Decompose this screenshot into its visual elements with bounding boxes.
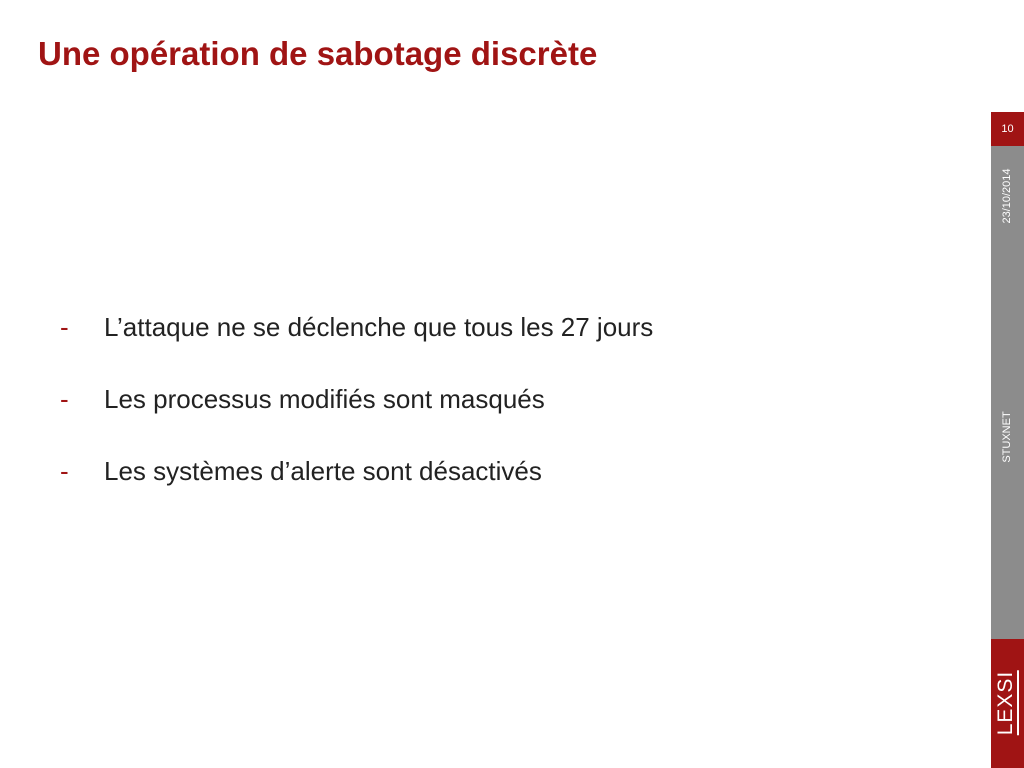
- bullet-text: L’attaque ne se déclenche que tous les 27 jours: [104, 312, 654, 342]
- side-bar: [991, 112, 1024, 768]
- page-number: 10: [991, 112, 1024, 146]
- date-label: 23/10/2014: [1001, 168, 1013, 224]
- logo-text: LEXSI: [994, 670, 1017, 736]
- bullet-dash: -: [60, 312, 69, 342]
- topic-label: STUXNET: [1001, 411, 1013, 463]
- bullet-item: [60, 312, 653, 384]
- lexsi-logo: [991, 639, 1024, 768]
- bullet-dash: -: [60, 456, 69, 486]
- slide-title: Une opération de sabotage discrète: [38, 35, 598, 72]
- bullet-item: [60, 384, 653, 456]
- bullet-item: [60, 456, 653, 528]
- bullet-text: Les systèmes d’alerte sont désactivés: [104, 456, 542, 486]
- bullet-dash: -: [60, 384, 69, 414]
- bullet-text: Les processus modifiés sont masqués: [104, 384, 545, 414]
- bullet-list: [60, 312, 653, 528]
